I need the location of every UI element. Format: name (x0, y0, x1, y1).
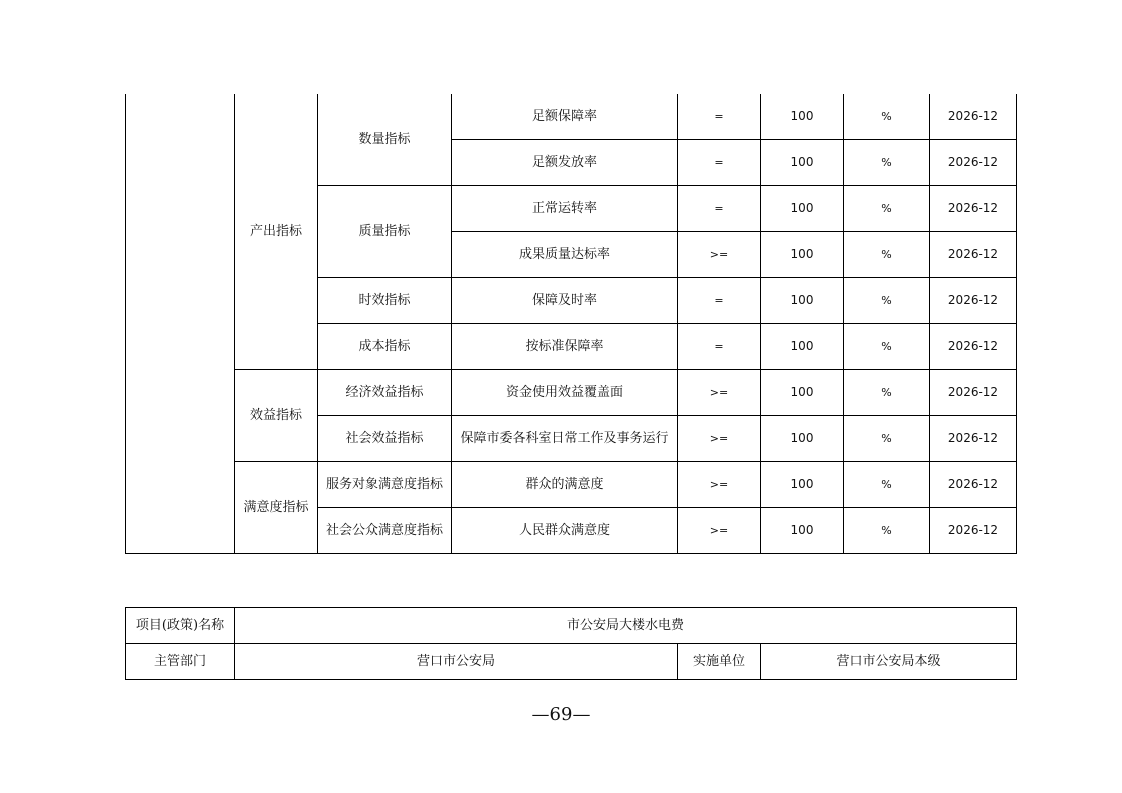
department-label: 主管部门 (126, 644, 235, 680)
subgroup-economic: 经济效益指标 (318, 370, 452, 416)
table-row (126, 644, 1017, 680)
implementing-unit-value: 营口市公安局本级 (761, 644, 1017, 680)
indicator-unit: % (844, 508, 930, 554)
indicator-operator: = (678, 278, 761, 324)
indicator-deadline: 2026-12 (930, 94, 1017, 140)
indicator-name: 正常运转率 (452, 186, 678, 232)
subgroup-social: 社会效益指标 (318, 416, 452, 462)
indicator-value: 100 (761, 94, 844, 140)
project-name-label: 项目(政策)名称 (126, 608, 235, 644)
subgroup-quality: 质量指标 (318, 186, 452, 278)
indicator-deadline: 2026-12 (930, 278, 1017, 324)
indicator-operator: = (678, 94, 761, 140)
table-row (126, 608, 1017, 644)
implementing-unit-label: 实施单位 (678, 644, 761, 680)
indicator-unit: % (844, 232, 930, 278)
indicator-unit: % (844, 416, 930, 462)
indicator-name: 人民群众满意度 (452, 508, 678, 554)
indicator-value: 100 (761, 324, 844, 370)
indicator-operator: = (678, 140, 761, 186)
indicator-deadline: 2026-12 (930, 232, 1017, 278)
page-number: —69— (531, 704, 591, 725)
indicator-value: 100 (761, 186, 844, 232)
group-output: 产出指标 (235, 94, 318, 370)
project-info-table (125, 607, 1017, 680)
indicator-name: 成果质量达标率 (452, 232, 678, 278)
indicator-operator: >= (678, 462, 761, 508)
indicator-value: 100 (761, 508, 844, 554)
indicator-deadline: 2026-12 (930, 508, 1017, 554)
table-row (126, 94, 1017, 140)
indicator-value: 100 (761, 416, 844, 462)
indicator-unit: % (844, 140, 930, 186)
indicator-name: 按标准保障率 (452, 324, 678, 370)
indicator-operator: >= (678, 416, 761, 462)
indicator-deadline: 2026-12 (930, 416, 1017, 462)
indicator-operator: >= (678, 370, 761, 416)
indicator-value: 100 (761, 232, 844, 278)
indicator-operator: = (678, 186, 761, 232)
indicator-deadline: 2026-12 (930, 186, 1017, 232)
indicator-name: 保障市委各科室日常工作及事务运行 (452, 416, 678, 462)
subgroup-timeliness: 时效指标 (318, 278, 452, 324)
indicator-deadline: 2026-12 (930, 324, 1017, 370)
indicator-unit: % (844, 462, 930, 508)
table-row (126, 462, 1017, 508)
group-benefit: 效益指标 (235, 370, 318, 462)
subgroup-service-target: 服务对象满意度指标 (318, 462, 452, 508)
level1-cell (126, 94, 235, 554)
indicator-operator: = (678, 324, 761, 370)
project-name-value: 市公安局大楼水电费 (235, 608, 1017, 644)
indicator-value: 100 (761, 278, 844, 324)
indicator-unit: % (844, 278, 930, 324)
table-row (126, 370, 1017, 416)
indicator-name: 足额发放率 (452, 140, 678, 186)
indicator-name: 足额保障率 (452, 94, 678, 140)
indicator-name: 群众的满意度 (452, 462, 678, 508)
indicator-unit: % (844, 324, 930, 370)
indicator-unit: % (844, 186, 930, 232)
subgroup-cost: 成本指标 (318, 324, 452, 370)
subgroup-quantity: 数量指标 (318, 94, 452, 186)
indicator-name: 保障及时率 (452, 278, 678, 324)
indicator-deadline: 2026-12 (930, 140, 1017, 186)
indicator-value: 100 (761, 140, 844, 186)
indicator-deadline: 2026-12 (930, 370, 1017, 416)
indicator-unit: % (844, 370, 930, 416)
indicator-deadline: 2026-12 (930, 462, 1017, 508)
indicator-value: 100 (761, 462, 844, 508)
department-value: 营口市公安局 (235, 644, 678, 680)
subgroup-public: 社会公众满意度指标 (318, 508, 452, 554)
indicator-value: 100 (761, 370, 844, 416)
indicator-unit: % (844, 94, 930, 140)
indicator-operator: >= (678, 508, 761, 554)
group-satisfaction: 满意度指标 (235, 462, 318, 554)
performance-indicator-table (125, 94, 1017, 554)
indicator-operator: >= (678, 232, 761, 278)
indicator-name: 资金使用效益覆盖面 (452, 370, 678, 416)
